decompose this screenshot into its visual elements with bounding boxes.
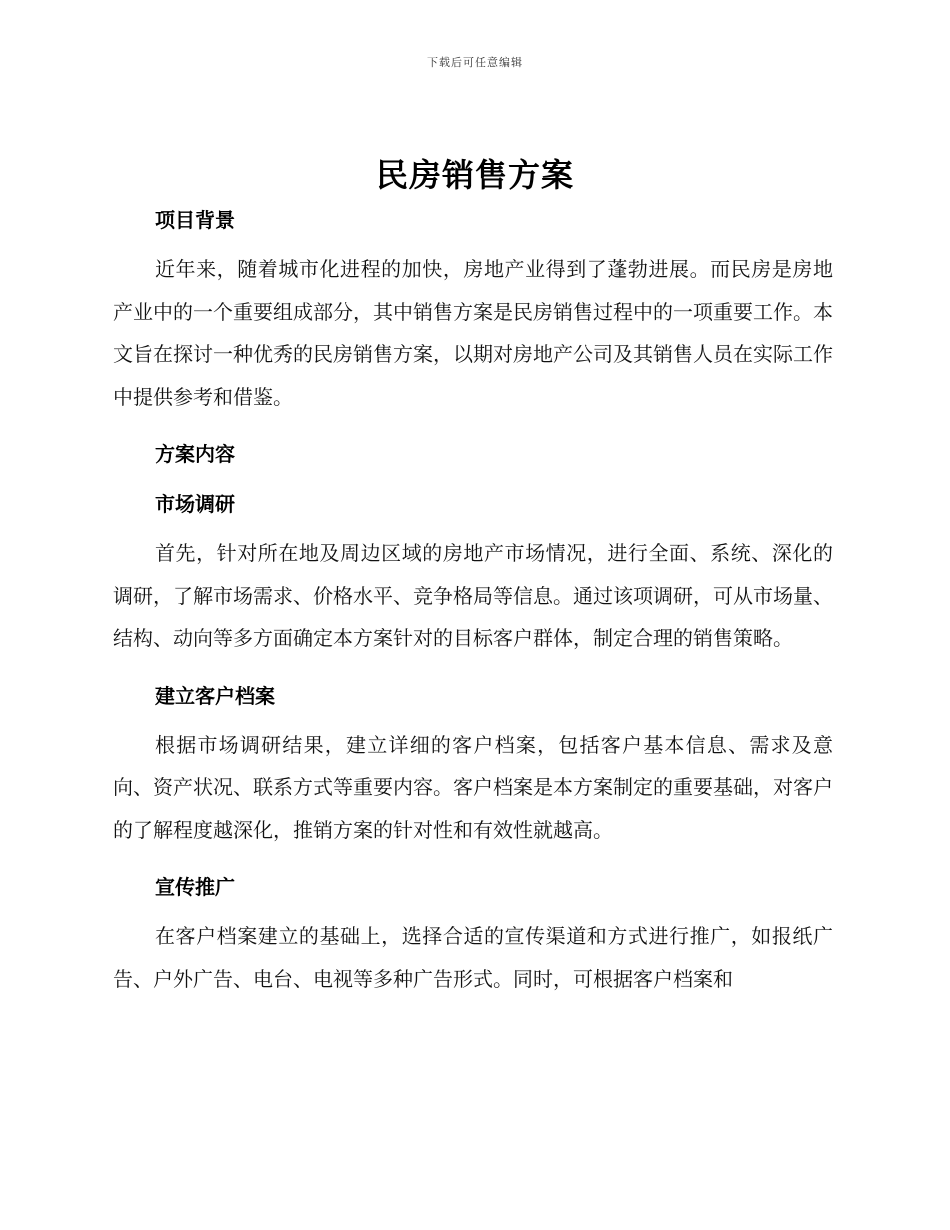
section-heading-promotion: 宣传推广 [155, 875, 235, 899]
section-heading-customer-files: 建立客户档案 [155, 683, 275, 708]
section-paragraph-market-research: 首先，针对所在地及周边区域的房地产市场情况，进行全面、系统、深化的调研，了解市场需求、价格水平、竞争格局等信息。通过该项调研，可从市场量、结构、动向等多方面确定本方案针对的目标客户群体，制定合理的销售策略。 [113, 541, 833, 650]
section-heading-plan-content: 方案内容 [155, 442, 235, 466]
section-paragraph-background: 近年来，随着城市化进程的加快，房地产业得到了蓬勃进展。而民房是房地产业中的一个重要组成部分，其中销售方案是民房销售过程中的一项重要工作。本文旨在探讨一种优秀的民房销售方案，以期对房地产公司及其销售人员在实际工作中提供参考和借鉴。 [113, 257, 833, 409]
section-paragraph-promotion: 在客户档案建立的基础上，选择合适的宣传渠道和方式进行推广，如报纸广告、户外广告、电台、电视等多种广告形式。同时，可根据客户档案和 [113, 924, 833, 991]
section-heading-market-research: 市场调研 [155, 492, 235, 516]
section-heading-background: 项目背景 [155, 208, 235, 232]
document-body [113, 198, 833, 1000]
section-paragraph-customer-files: 根据市场调研结果，建立详细的客户档案，包括客户基本信息、需求及意向、资产状况、联系方式等重要内容。客户档案是本方案制定的重要基础，对客户的了解程度越深化，推销方案的针对性和有效性就越高。 [113, 732, 833, 842]
page-header-note: 下载后可任意编辑 [427, 56, 523, 69]
document-title: 民房销售方案 [375, 156, 574, 194]
